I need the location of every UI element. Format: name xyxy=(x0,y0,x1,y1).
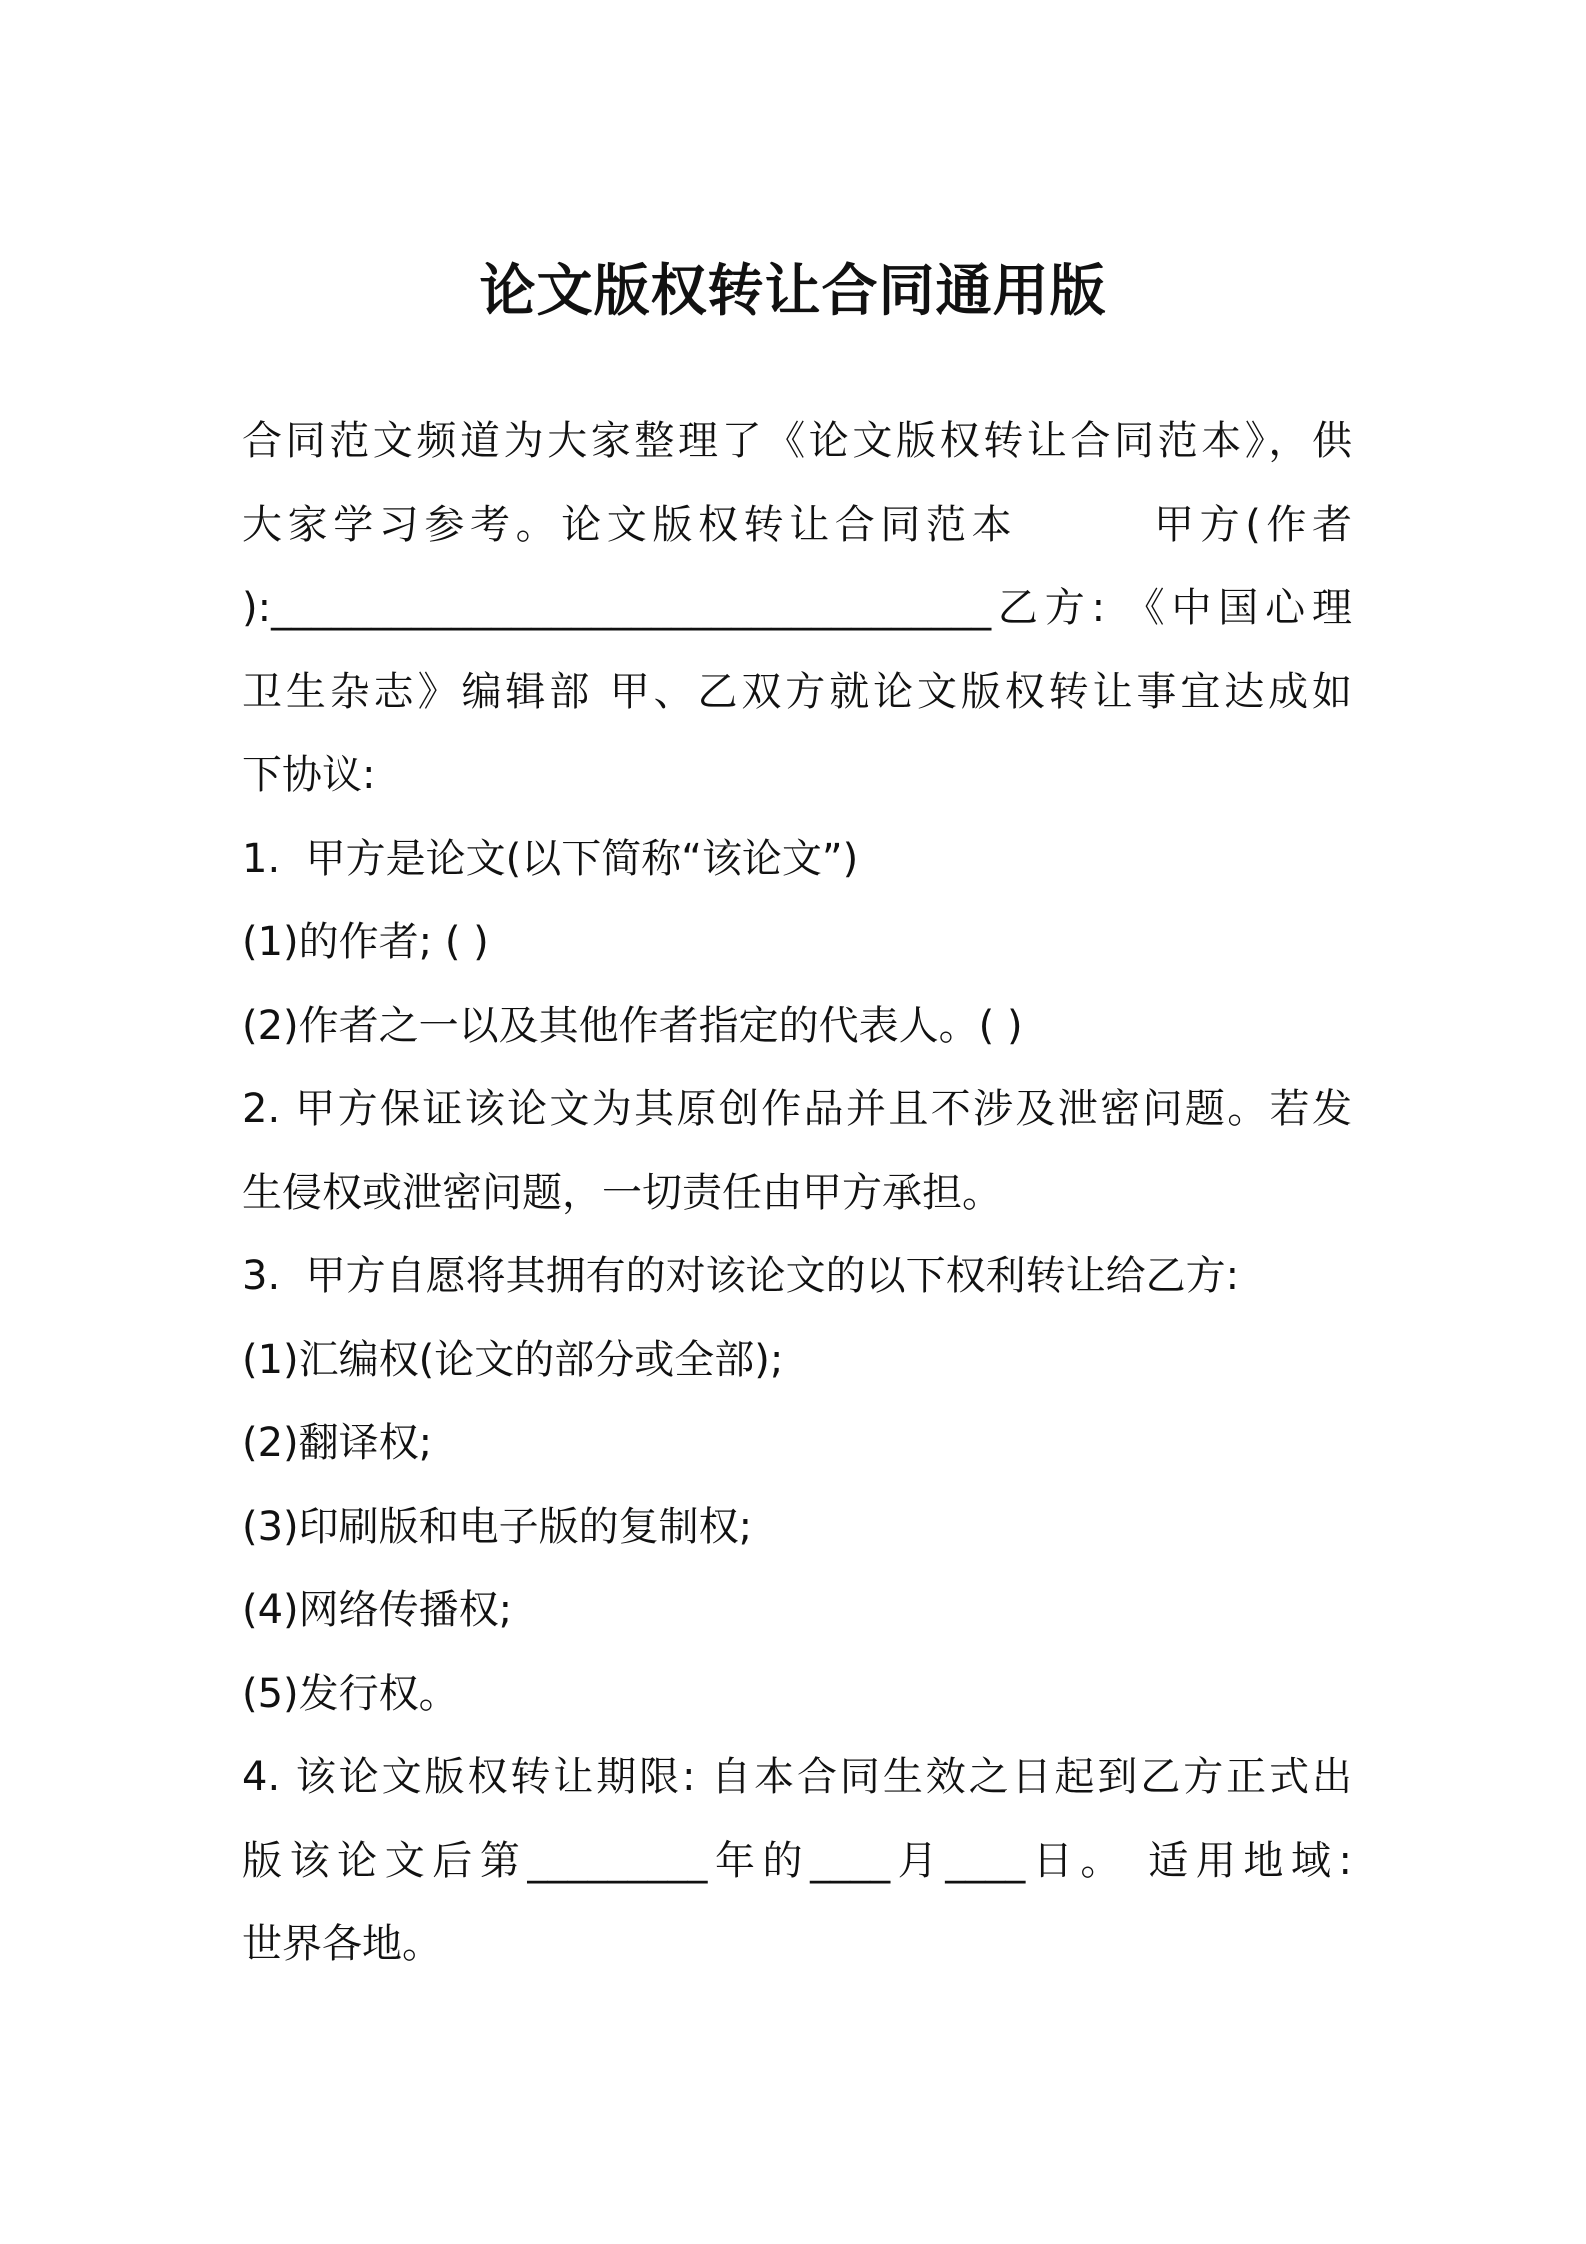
clause-3-item-5: (5)发行权。 xyxy=(242,1670,459,1717)
clause-2: 2. 甲方保证该论文为其原创作品并且不涉及泄密问题。若发 xyxy=(242,1086,1352,1132)
clause-4-end: 世界各地。 xyxy=(242,1921,442,1967)
document-title: 论文版权转让合同通用版 xyxy=(479,259,1107,324)
clause-3-item-3: (3)印刷版和电子版的复制权; xyxy=(242,1503,753,1550)
clause-1-option-1: (1)的作者; ( ) xyxy=(242,919,489,965)
clause-2-cont: 生侵权或泄密问题，一切责任由甲方承担。 xyxy=(242,1169,1002,1216)
clause-3-item-1: (1)汇编权(论文的部分或全部); xyxy=(242,1336,784,1383)
clause-3-item-2: (2)翻译权; xyxy=(242,1420,433,1466)
body-line: 合同范文频道为大家整理了《论文版权转让合同范本》，供 xyxy=(242,418,1352,464)
body-line: 卫生杂志》编辑部 甲、乙双方就论文版权转让事宜达成如 xyxy=(242,668,1352,715)
clause-3: 3. 甲方自愿将其拥有的对该论文的以下权利转让给乙方: xyxy=(242,1253,1240,1299)
body-line: 大家学习参考。论文版权转让合同范本 甲方(作者 xyxy=(242,501,1352,548)
clause-1-option-2: (2)作者之一以及其他作者指定的代表人。( ) xyxy=(242,1002,1023,1049)
document-body xyxy=(242,400,1352,1987)
clause-4-cont: 版该论文后第_________年的____月____日。 适用地域: xyxy=(242,1837,1352,1884)
body-line: ):____________________________________乙方: 《中国心理 xyxy=(242,585,1352,631)
clause-1: 1. 甲方是论文(以下简称“该论文”) xyxy=(242,835,859,882)
body-line: 下协议: xyxy=(242,752,376,798)
clause-3-item-4: (4)网络传播权; xyxy=(242,1587,513,1633)
clause-4: 4. 该论文版权转让期限: 自本合同生效之日起到乙方正式出 xyxy=(242,1754,1352,1800)
